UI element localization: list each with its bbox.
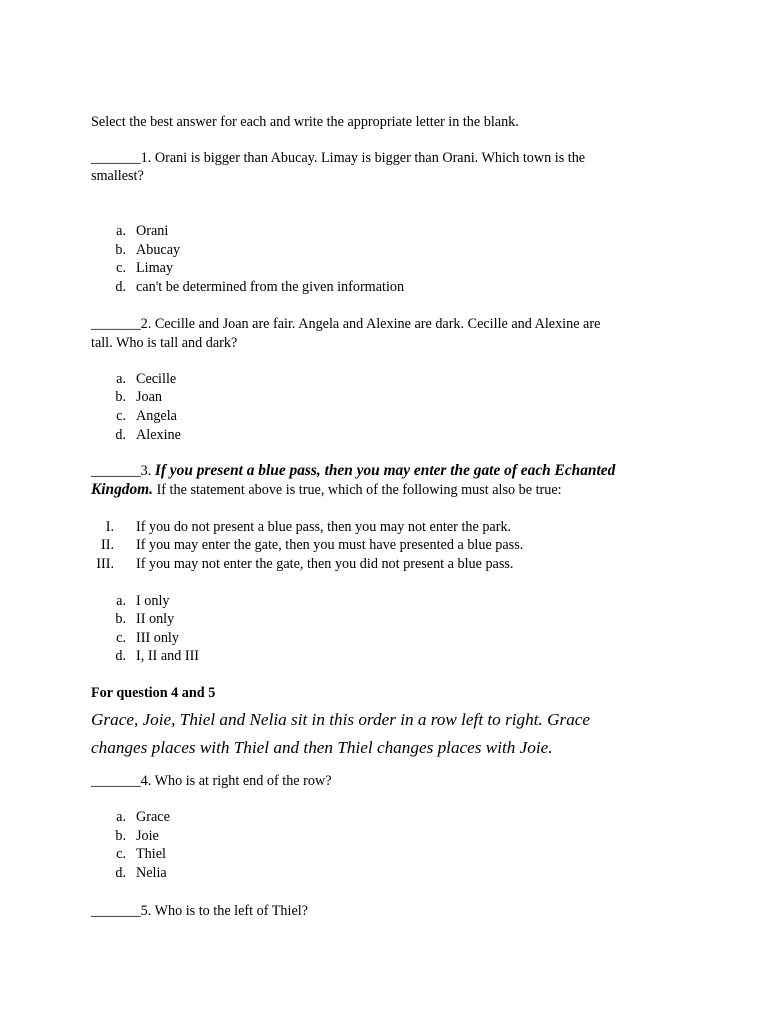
option-letter: c. — [116, 260, 126, 276]
option-letter: d. — [115, 279, 126, 295]
option-letter: a. — [116, 371, 126, 387]
scenario-line-2: changes places with Thiel and then Thiel changes places with Joie. — [91, 738, 553, 757]
option-letter: c. — [116, 408, 126, 424]
option-text: Limay — [136, 260, 174, 276]
question-1-line-2: smallest? — [91, 168, 144, 184]
option-text: can't be determined from the given information — [136, 279, 405, 295]
question-5-line-1: _______5. Who is to the left of Thiel? — [91, 903, 308, 919]
option-text: Abucay — [136, 242, 181, 258]
option-text: Angela — [136, 408, 177, 424]
question-3-line-1 — [91, 462, 615, 480]
question-3-line-2 — [91, 481, 562, 499]
option-letter: c. — [116, 846, 126, 862]
statement-text: If you may enter the gate, then you must have presented a blue pass. — [136, 537, 524, 553]
option-text: I only — [136, 593, 170, 609]
option-letter: b. — [115, 389, 126, 405]
option-letter: a. — [116, 593, 126, 609]
option-letter: b. — [115, 611, 126, 627]
question-4-line-1: _______4. Who is at right end of the row? — [91, 773, 332, 789]
option-text: Joie — [136, 828, 159, 844]
option-text: III only — [136, 630, 179, 646]
question-1-line-1: _______1. Orani is bigger than Abucay. Limay is bigger than Orani. Which town is the — [91, 150, 586, 166]
option-letter: d. — [115, 648, 126, 664]
statement-numeral: I. — [105, 519, 114, 535]
statement-text: If you may not enter the gate, then you did not present a blue pass. — [136, 556, 514, 572]
option-letter: a. — [116, 809, 126, 825]
question-2-line-2: tall. Who is tall and dark? — [91, 335, 238, 351]
statement-text: If you do not present a blue pass, then you may not enter the park. — [136, 519, 512, 535]
question-3-statement-part-1: If you present a blue pass, then you may enter the gate of each Echanted — [154, 462, 616, 479]
instructions: Select the best answer for each and write the appropriate letter in the blank. — [91, 114, 519, 130]
option-text: Joan — [136, 389, 163, 405]
option-letter: d. — [115, 427, 126, 443]
option-text: Alexine — [136, 427, 181, 443]
question-3-after: If the statement above is true, which of the following must also be true: — [153, 482, 562, 498]
option-letter: d. — [115, 865, 126, 881]
option-letter: b. — [115, 242, 126, 258]
option-letter: a. — [116, 223, 126, 239]
question-3-prefix: _______3. — [91, 463, 155, 479]
statement-numeral: III. — [96, 556, 114, 572]
option-letter: b. — [115, 828, 126, 844]
question-2-line-1: _______2. Cecille and Joan are fair. Angela and Alexine are dark. Cecille and Alexine are — [91, 316, 601, 332]
statement-numeral: II. — [101, 537, 114, 553]
option-text: Cecille — [136, 371, 177, 387]
question-4-5-header: For question 4 and 5 — [91, 685, 216, 701]
option-text: Grace — [136, 809, 170, 825]
option-text: II only — [136, 611, 175, 627]
question-3-statement-part-2: Kingdom. — [91, 481, 154, 498]
scenario-line-1: Grace, Joie, Thiel and Nelia sit in this order in a row left to right. Grace — [91, 710, 591, 729]
option-text: I, II and III — [136, 648, 200, 664]
option-text: Orani — [136, 223, 169, 239]
option-text: Nelia — [136, 865, 167, 881]
option-text: Thiel — [136, 846, 166, 862]
option-letter: c. — [116, 630, 126, 646]
